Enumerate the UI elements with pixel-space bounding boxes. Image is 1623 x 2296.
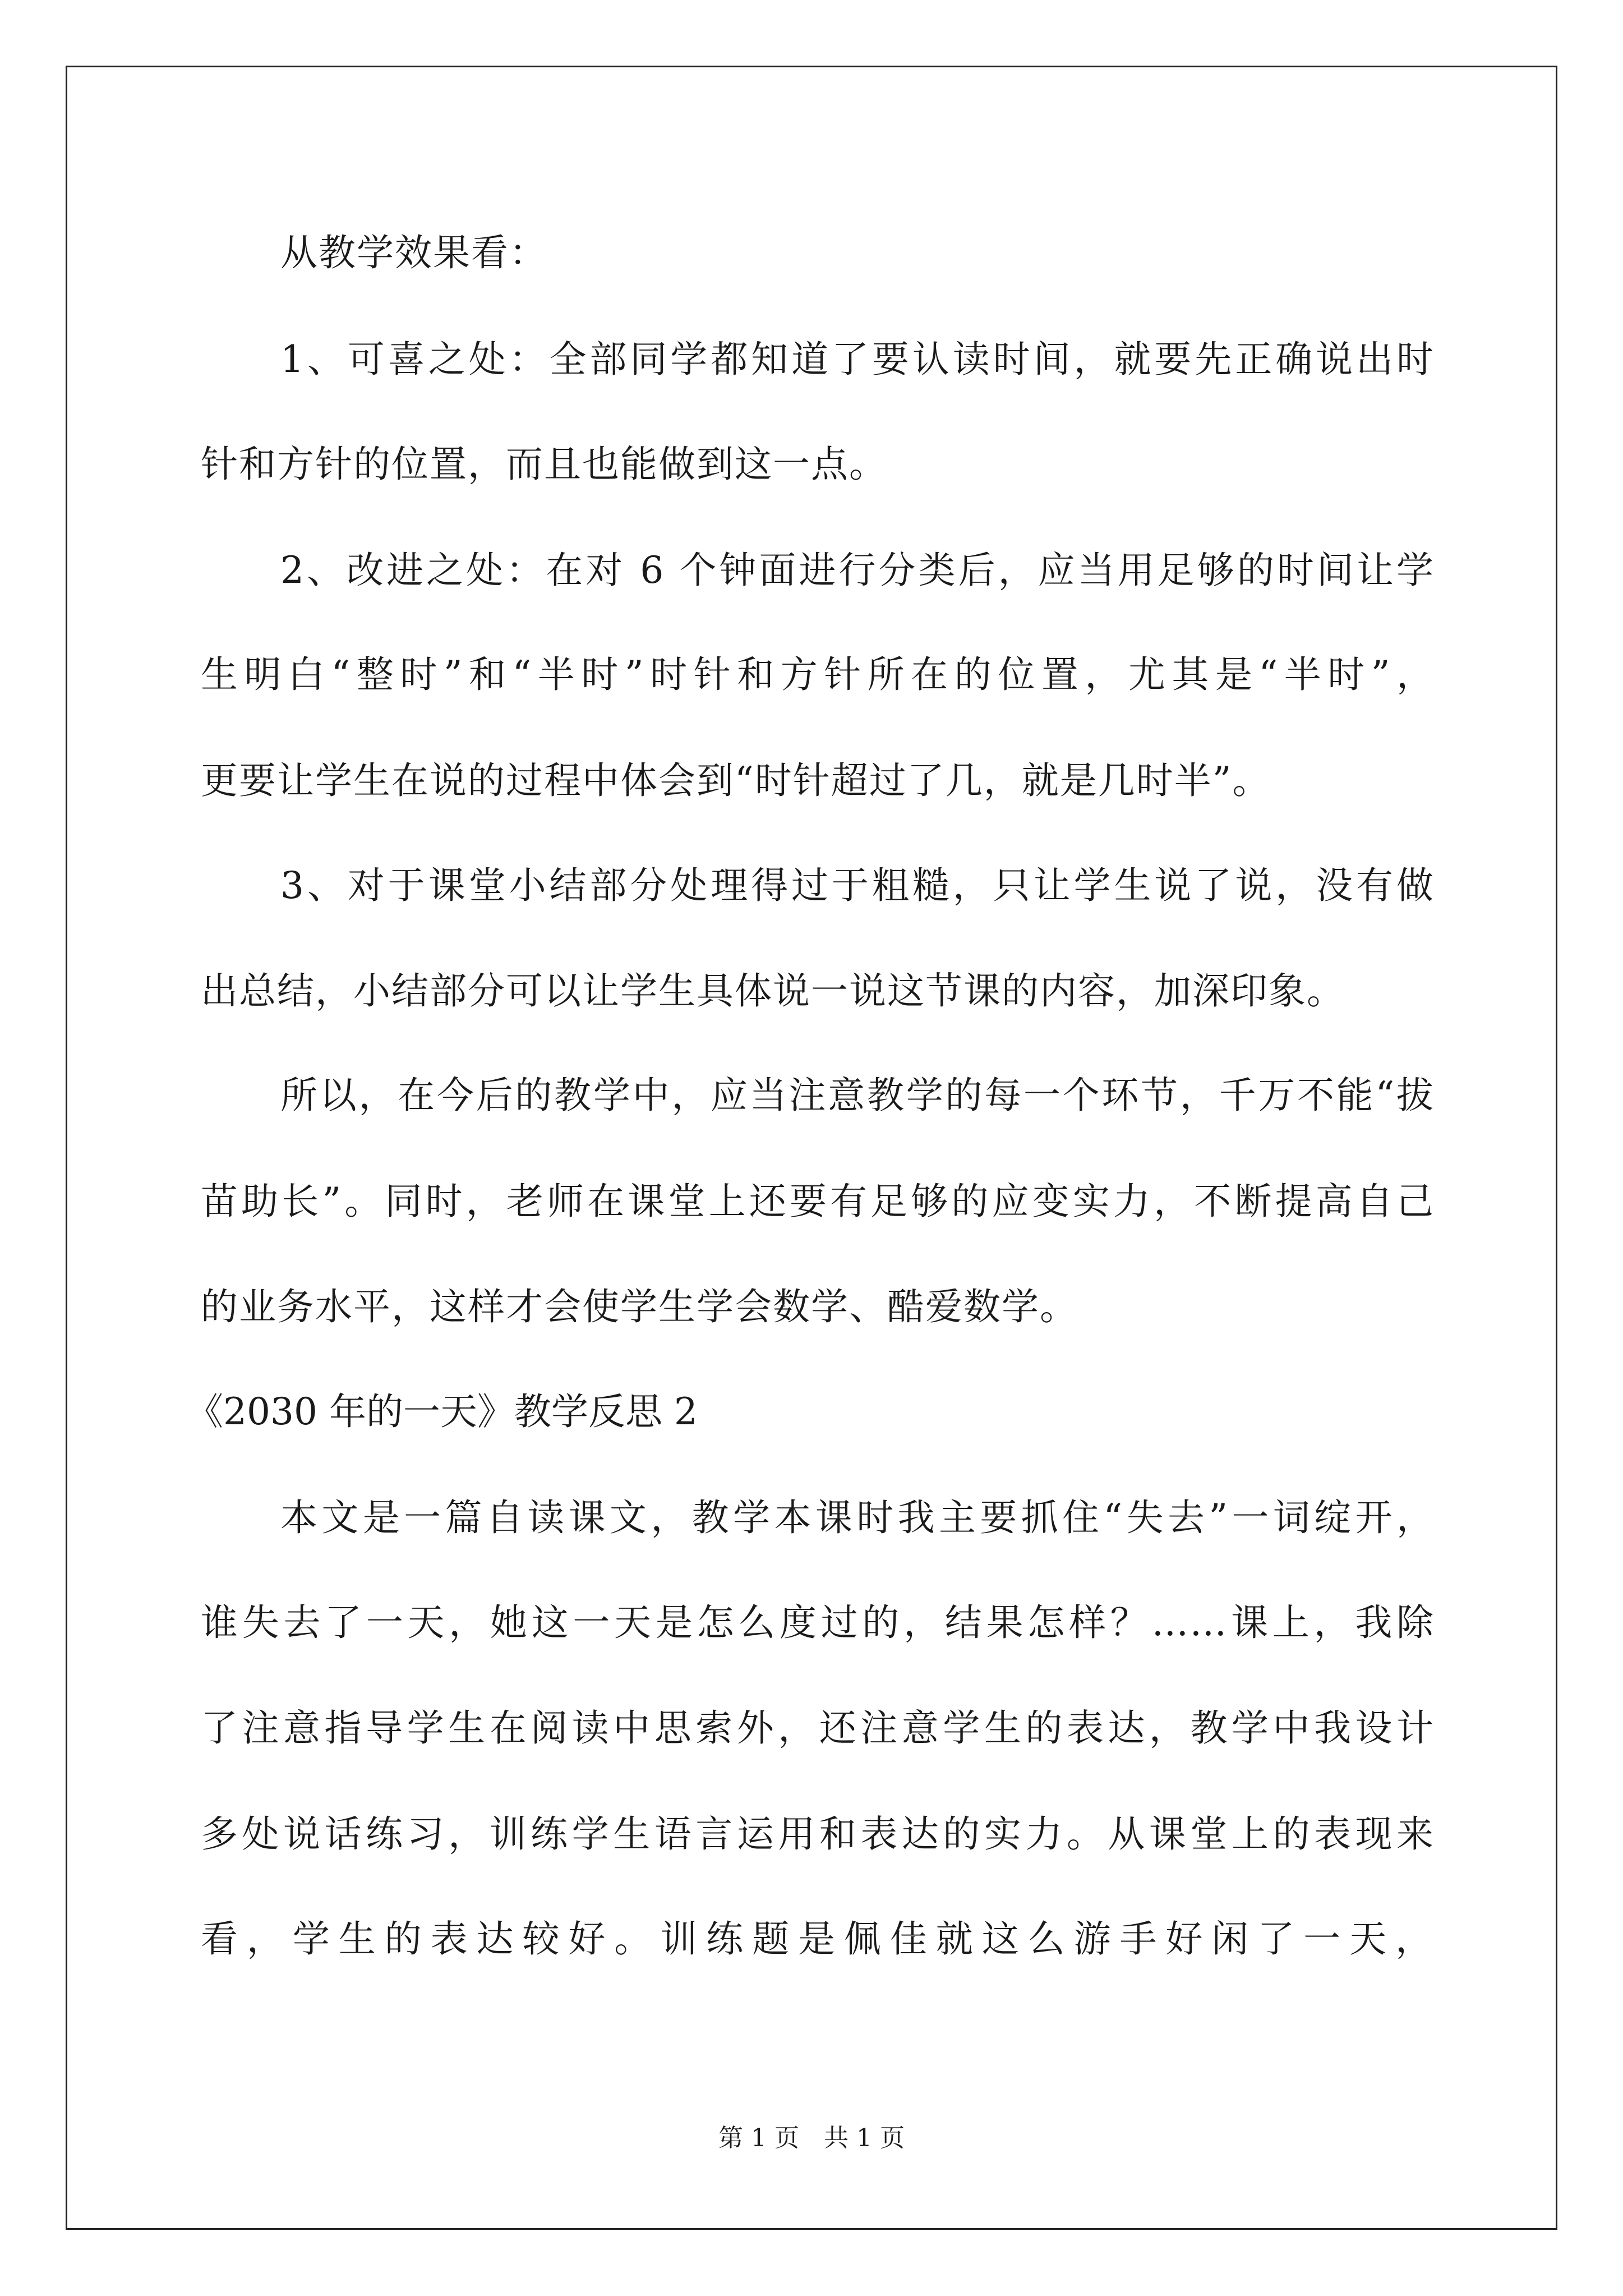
paragraph-line: 生明白“整时”和“半时”时针和方针所在的位置，尤其是“半时”，	[201, 653, 1435, 696]
paragraph-line: 谁失去了一天，她这一天是怎么度过的，结果怎样？……课上，我除	[201, 1601, 1435, 1644]
section-heading: 《2030 年的一天》教学反思 2	[186, 1390, 698, 1433]
page-footer: 第 1 页 共 1 页	[718, 2124, 905, 2152]
paragraph-line: 针和方针的位置，而且也能做到这一点。	[201, 443, 887, 486]
page-border	[66, 66, 1557, 2230]
paragraph-line: 出总结，小结部分可以让学生具体说一说这节课的内容，加深印象。	[201, 969, 1345, 1013]
paragraph-line: 了注意指导学生在阅读中思索外，还注意学生的表达，教学中我设计	[201, 1706, 1435, 1750]
paragraph-line: 1、可喜之处：全部同学都知道了要认读时间，就要先正确说出时	[280, 338, 1435, 381]
paragraph-line: 3、对于课堂小结部分处理得过于粗糙，只让学生说了说，没有做	[280, 864, 1435, 907]
paragraph-line: 2、改进之处：在对 6 个钟面进行分类后，应当用足够的时间让学	[280, 549, 1435, 592]
paragraph-line: 的业务水平，这样才会使学生学会数学、酷爱数学。	[201, 1285, 1078, 1328]
paragraph-line: 所以，在今后的教学中，应当注意教学的每一个环节，千万不能“拔	[280, 1074, 1435, 1117]
paragraph-line: 多处说话练习，训练学生语言运用和表达的实力。从课堂上的表现来	[201, 1812, 1435, 1856]
paragraph-line: 看，学生的表达较好。训练题是佩佳就这么游手好闲了一天，	[201, 1917, 1435, 1961]
paragraph-line: 更要让学生在说的过程中体会到“时针超过了几，就是几时半”。	[201, 759, 1271, 802]
paragraph-line: 本文是一篇自读课文，教学本课时我主要抓住“失去”一词绽开，	[280, 1496, 1435, 1539]
paragraph-line: 苗助长”。同时，老师在课堂上还要有足够的应变实力，不断提高自己	[201, 1180, 1435, 1223]
paragraph-line: 从教学效果看：	[280, 231, 547, 274]
